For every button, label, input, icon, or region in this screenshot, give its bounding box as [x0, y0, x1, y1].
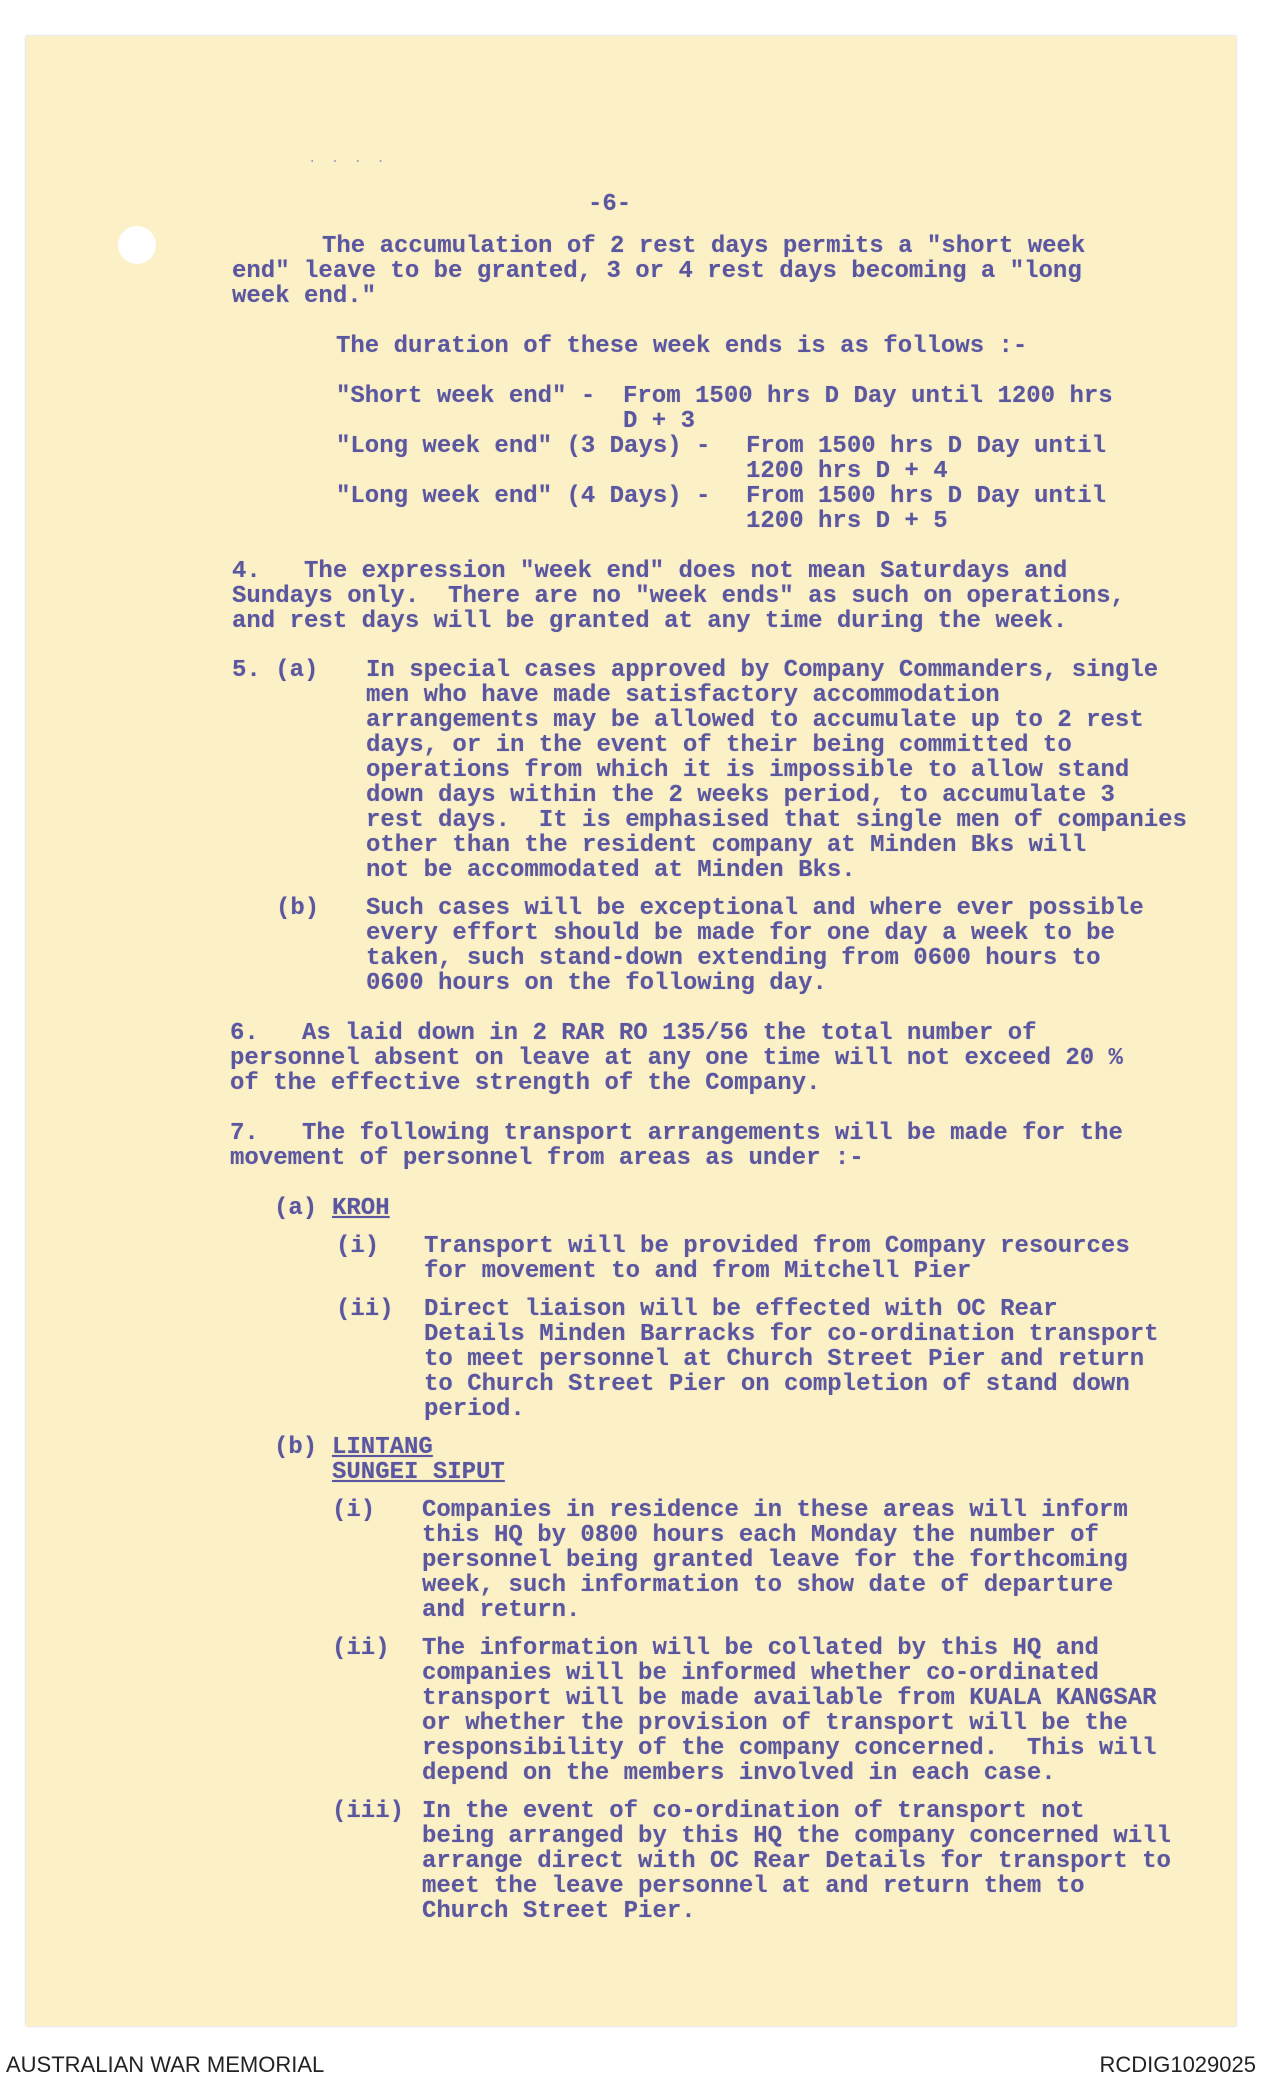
para7a-title: KROH: [332, 1195, 390, 1222]
para7b-item-line: week, such information to show date of departure: [422, 1572, 1114, 1599]
duration-heading: The duration of these week ends is as follows :-: [336, 333, 1028, 360]
para7b-item-line: transport will be made available from KUALA KANGSAR: [422, 1685, 1157, 1712]
para7a-item-line: Transport will be provided from Company resources: [424, 1233, 1130, 1260]
para7a-item-num: (i): [336, 1233, 380, 1260]
para5b-label: (b): [276, 895, 320, 922]
para7b-item-line: companies will be informed whether co-ordinated: [422, 1660, 1099, 1687]
para7a-item-line: for movement to and from Mitchell Pier: [424, 1258, 972, 1285]
intro-line: The accumulation of 2 rest days permits a "short week: [322, 233, 1086, 260]
para5a-line: operations from which it is impossible to allow stand: [366, 757, 1130, 784]
para5a-line: days, or in the event of their being committed to: [366, 732, 1072, 759]
duration-value: From 1500 hrs D Day until: [746, 433, 1107, 460]
stray-marks: · · · ·: [308, 154, 388, 170]
para6-line: 6. As laid down in 2 RAR RO 135/56 the total number of: [230, 1020, 1037, 1047]
para5b-line: Such cases will be exceptional and where ever possible: [366, 895, 1144, 922]
para7b-item-line: personnel being granted leave for the forthcoming: [422, 1547, 1128, 1574]
para5b-line: every effort should be made for one day a week to be: [366, 920, 1115, 947]
para7b-item-line: Church Street Pier.: [422, 1898, 696, 1925]
para5a-line: In special cases approved by Company Commanders, single: [366, 657, 1159, 684]
para7b-item-line: depend on the members involved in each case.: [422, 1760, 1056, 1787]
para7b-item-num: (iii): [332, 1798, 405, 1825]
duration-value: 1200 hrs D + 5: [746, 508, 948, 535]
document-page: [26, 36, 1236, 2026]
para7b-item-num: (ii): [332, 1635, 390, 1662]
duration-label: "Long week end" (3 Days) -: [336, 433, 711, 460]
duration-value: 1200 hrs D + 4: [746, 458, 948, 485]
para6-line: of the effective strength of the Company.: [230, 1070, 821, 1097]
para7b-item-line: this HQ by 0800 hours each Monday the number of: [422, 1522, 1099, 1549]
duration-label: "Long week end" (4 Days) -: [336, 483, 711, 510]
para7b-item-num: (i): [332, 1497, 376, 1524]
para5a-line: other than the resident company at Minden Bks will: [366, 832, 1087, 859]
para7b-item-line: being arranged by this HQ the company concerned will: [422, 1823, 1171, 1850]
para5a-line: not be accommodated at Minden Bks.: [366, 857, 856, 884]
para7a-label: (a): [274, 1195, 318, 1222]
para4-line: Sundays only. There are no "week ends" as such on operations,: [232, 583, 1125, 610]
duration-value: From 1500 hrs D Day until 1200 hrs: [623, 383, 1113, 410]
para5a-line: down days within the 2 weeks period, to accumulate 3: [366, 782, 1115, 809]
para5-number: 5. (a): [232, 657, 319, 684]
para7a-item-line: Details Minden Barracks for co-ordination transport: [424, 1321, 1159, 1348]
para7b-title: SUNGEI SIPUT: [332, 1459, 505, 1486]
para7-line: 7. The following transport arrangements will be made for the: [230, 1120, 1123, 1147]
para7b-item-line: The information will be collated by this HQ and: [422, 1635, 1099, 1662]
page-number: -6-: [588, 191, 632, 218]
archive-id: RCDIG1029025: [1099, 2052, 1256, 2077]
intro-line: end" leave to be granted, 3 or 4 rest days becoming a "long: [232, 258, 1082, 285]
para7a-item-line: Direct liaison will be effected with OC Rear: [424, 1296, 1058, 1323]
para7b-item-line: meet the leave personnel at and return them to: [422, 1873, 1085, 1900]
para7b-item-line: responsibility of the company concerned. This will: [422, 1735, 1157, 1762]
para7a-item-line: to meet personnel at Church Street Pier and return: [424, 1346, 1145, 1373]
duration-value: From 1500 hrs D Day until: [746, 483, 1107, 510]
para7-line: movement of personnel from areas as under :-: [230, 1145, 864, 1172]
duration-value: D + 3: [623, 408, 696, 435]
para7a-item-line: to Church Street Pier on completion of stand down: [424, 1371, 1130, 1398]
para7a-item-num: (ii): [336, 1296, 394, 1323]
para4-line: and rest days will be granted at any time during the week.: [232, 608, 1068, 635]
para5a-line: men who have made satisfactory accommodation: [366, 682, 1000, 709]
para7b-item-line: and return.: [422, 1597, 581, 1624]
archive-credit: AUSTRALIAN WAR MEMORIAL: [6, 2052, 325, 2077]
para7a-item-line: period.: [424, 1396, 525, 1423]
para7b-label: (b): [274, 1434, 318, 1461]
para7b-item-line: arrange direct with OC Rear Details for transport to: [422, 1848, 1171, 1875]
para7b-item-line: In the event of co-ordination of transport not: [422, 1798, 1085, 1825]
para4-line: 4. The expression "week end" does not mean Saturdays and: [232, 558, 1068, 585]
para6-line: personnel absent on leave at any one time will not exceed 20 %: [230, 1045, 1123, 1072]
para7b-item-line: Companies in residence in these areas will inform: [422, 1497, 1128, 1524]
para5a-line: arrangements may be allowed to accumulate up to 2 rest: [366, 707, 1144, 734]
para5b-line: taken, such stand-down extending from 0600 hours to: [366, 945, 1101, 972]
para7b-item-line: or whether the provision of transport will be the: [422, 1710, 1128, 1737]
intro-line: week end.": [232, 283, 377, 310]
para5a-line: rest days. It is emphasised that single men of companies: [366, 807, 1187, 834]
duration-label: "Short week end" -: [336, 383, 596, 410]
para5b-line: 0600 hours on the following day.: [366, 970, 827, 997]
para7b-title: LINTANG: [332, 1434, 433, 1461]
punch-hole: [118, 226, 156, 264]
